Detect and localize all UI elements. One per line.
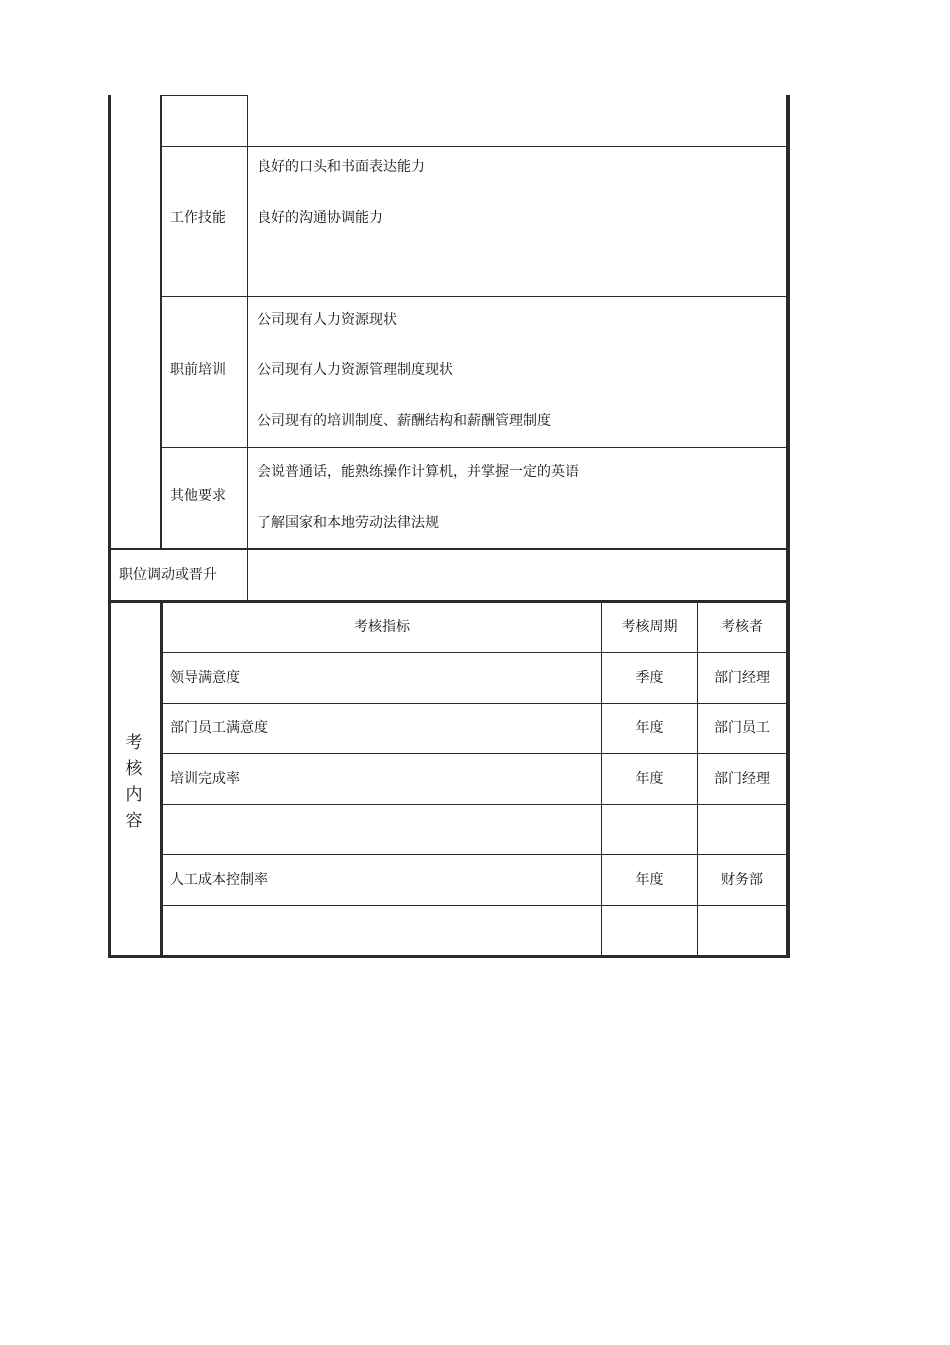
req-line: 良好的口头和书面表达能力	[257, 159, 425, 175]
assess-col-divider-1	[160, 601, 163, 957]
indicator-cell: 人工成本控制率	[170, 872, 268, 888]
req-line: 公司现有的培训制度、薪酬结构和薪酬管理制度	[257, 413, 551, 429]
req-line: 公司现有人力资源现状	[257, 312, 397, 328]
assessor-cell: 部门经理	[714, 771, 770, 787]
req-col-divider-2	[247, 95, 248, 601]
req-row-divider-2	[161, 296, 787, 297]
assessor-cell: 部门员工	[714, 720, 770, 736]
req-top-stub	[162, 95, 248, 96]
outer-bottom-border	[108, 955, 790, 958]
req-line: 会说普通话，能熟练操作计算机，并掌握一定的英语	[257, 464, 579, 480]
outer-left-border	[108, 95, 111, 958]
header-period: 考核周期	[621, 619, 678, 635]
req-col-divider-1	[160, 95, 162, 549]
assessor-cell: 财务部	[721, 872, 763, 888]
header-indicator: 考核指标	[354, 619, 410, 635]
req-label-work-skills: 工作技能	[170, 210, 226, 226]
period-cell: 年度	[635, 872, 664, 888]
header-assessor: 考核者	[721, 619, 763, 635]
req-bottom-divider	[108, 548, 788, 550]
period-cell: 年度	[635, 771, 664, 787]
req-line: 良好的沟通协调能力	[257, 210, 383, 226]
period-cell: 年度	[635, 720, 664, 736]
period-cell: 季度	[635, 670, 664, 686]
section-label-char: 核	[125, 759, 143, 779]
indicator-cell: 领导满意度	[170, 670, 240, 686]
assess-row-divider	[162, 652, 787, 653]
req-row-divider-3	[161, 447, 787, 448]
assessor-cell: 部门经理	[714, 670, 770, 686]
section-label-char: 容	[125, 811, 143, 831]
req-row-divider-1	[161, 146, 787, 147]
req-label-other: 其他要求	[170, 488, 226, 504]
section-label-char: 考	[125, 733, 143, 753]
indicator-cell: 部门员工满意度	[170, 720, 268, 736]
assess-row-divider	[162, 804, 787, 805]
transfer-label: 职位调动或晋升	[119, 567, 217, 583]
assess-row-divider	[162, 703, 787, 704]
indicator-cell: 培训完成率	[170, 771, 240, 787]
assess-row-divider	[162, 905, 787, 906]
section-label-char: 内	[125, 785, 143, 805]
outer-right-border	[786, 95, 790, 958]
req-line: 了解国家和本地劳动法律法规	[257, 515, 439, 531]
transfer-bottom-divider	[108, 600, 788, 603]
assess-row-divider	[162, 753, 787, 754]
assess-row-divider	[162, 854, 787, 855]
req-label-pre-job-training: 职前培训	[170, 362, 226, 378]
req-line: 公司现有人力资源管理制度现状	[257, 362, 453, 378]
